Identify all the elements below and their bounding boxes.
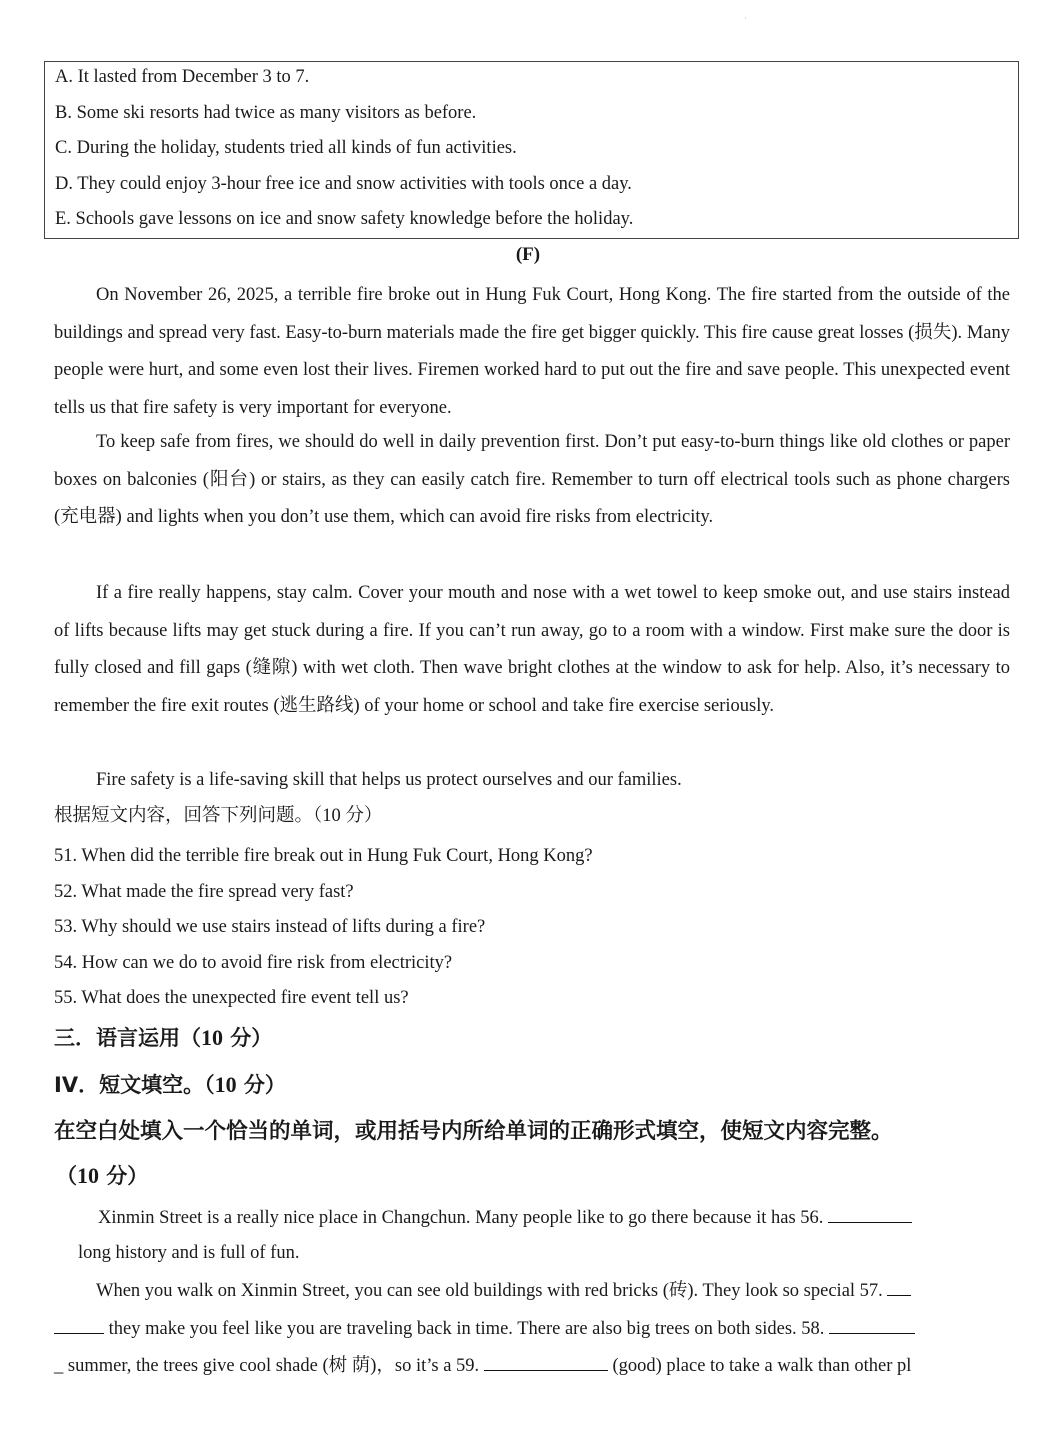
passage-paragraph-4: Fire safety is a life-saving skill that helps us protect ourselves and our families. [96, 770, 682, 790]
cloze-line-1: Xinmin Street is a really nice place in Changchun. Many people like to go there because it has 56. [98, 1204, 912, 1231]
blank-58[interactable] [829, 1315, 915, 1334]
question-53: 53. Why should we use stairs instead of lifts during a fire? [54, 917, 486, 937]
cloze-line-5: _ summer, the trees give cool shade (树 荫)，so it’s a 59. (good) place to take a walk than other pl [54, 1352, 911, 1379]
blank-56[interactable] [828, 1204, 912, 1223]
options-box [44, 61, 1019, 239]
section-title: (F) [515, 244, 541, 265]
passage-paragraph-2: To keep safe from fires, we should do well in daily prevention first. Don’t put easy-to-burn things like old clothes or paper boxes on balconies (阳台) or stairs, as they can easily catch fire. Remember to turn off electrical tools such as phone chargers (充电器) and lights when you don’t use them, which can avoid fire risks from electricity. [54, 432, 1010, 527]
cloze-line-2: long history and is full of fun. [78, 1243, 300, 1263]
fill-score: （10 分） [56, 1163, 149, 1188]
passage-paragraph-3: If a fire really happens, stay calm. Cover your mouth and nose with a wet towel to keep smoke out, and use stairs instead of lifts because lifts may get stuck during a fire. If you can’t run away, go to a room with a window. First make sure the door is fully closed and fill gaps (缝隙) with wet cloth. Then wave bright clothes at the window to ask for help. Also, it’s necessary to remember the fire exit routes (逃生路线) of your home or school and take fire exercise seriously. [54, 583, 1010, 716]
question-51: 51. When did the terrible fire break out in Hung Fuk Court, Hong Kong? [54, 846, 593, 866]
option-a: A. It lasted from December 3 to 7. [55, 67, 310, 87]
option-b: B. Some ski resorts had twice as many visitors as before. [55, 102, 477, 123]
option-e: E. Schools gave lessons on ice and snow safety knowledge before the holiday. [55, 209, 634, 229]
blank-57[interactable] [887, 1277, 911, 1296]
question-55: 55. What does the unexpected fire event tell us? [54, 988, 409, 1008]
blank-57-cont[interactable] [54, 1315, 104, 1334]
passage-paragraph-1: On November 26, 2025, a terrible fire broke out in Hung Fuk Court, Hong Kong. The fire started from the outside of the buildings and spread very fast. Easy-to-burn materials made the fire get bigger quickly. This fire cause great losses (损失). Many people were hurt, and some even lost their lives. Firemen worked hard to put out the fire and save people. This unexpected event tells us that fire safety is very important for everyone. [54, 285, 1010, 418]
question-54: 54. How can we do to avoid fire risk from electricity? [54, 953, 453, 973]
scan-mark: · [744, 14, 747, 23]
fill-instruction: 在空白处填入一个恰当的单词，或用括号内所给单词的正确形式填空，使短文内容完整。 [54, 1119, 893, 1144]
cloze-line-4: they make you feel like you are traveling back in time. There are also big trees on both sides. 58. [54, 1315, 915, 1342]
part-3-heading: 三．语言运用（10 分） [54, 1025, 273, 1050]
question-52: 52. What made the fire spread very fast? [54, 882, 354, 902]
cloze-line-3: When you walk on Xinmin Street, you can see old buildings with red bricks (砖). They look so special 57. [96, 1277, 911, 1304]
option-c: C. During the holiday, students tried all kinds of fun activities. [55, 138, 517, 158]
blank-59[interactable] [484, 1352, 608, 1371]
part-4-heading: IV．短文填空。（10 分） [54, 1072, 286, 1097]
question-instruction: 根据短文内容，回答下列问题。（10 分） [54, 806, 383, 826]
option-d: D. They could enjoy 3-hour free ice and snow activities with tools once a day. [55, 173, 632, 194]
